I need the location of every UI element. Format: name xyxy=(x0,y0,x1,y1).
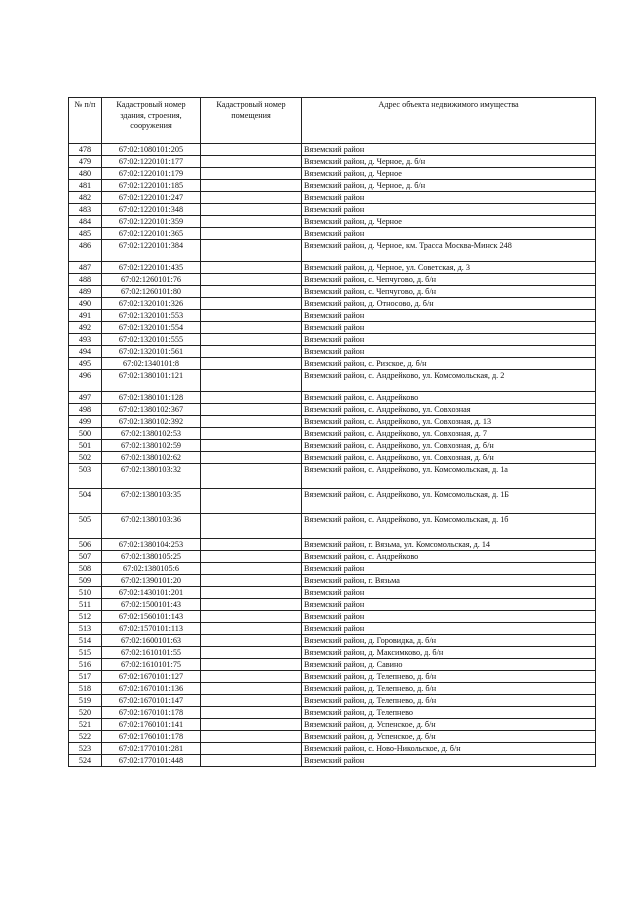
cadastral-building-number: 67:02:1500101:43 xyxy=(102,599,201,611)
row-number: 479 xyxy=(69,156,102,168)
header-address: Адрес объекта недвижимого имущества xyxy=(302,98,596,144)
cadastral-building-number: 67:02:1760101:178 xyxy=(102,731,201,743)
property-address: Вяземский район, д. Черное xyxy=(302,168,596,180)
cadastral-building-number: 67:02:1380103:35 xyxy=(102,489,201,514)
cadastral-room-number xyxy=(201,551,302,563)
property-address: Вяземский район, с. Ризское, д. б/н xyxy=(302,358,596,370)
property-address: Вяземский район, с. Андрейково, ул. Совхозная xyxy=(302,404,596,416)
row-number: 516 xyxy=(69,659,102,671)
cadastral-building-number: 67:02:1340101:8 xyxy=(102,358,201,370)
property-address: Вяземский район xyxy=(302,228,596,240)
cadastral-room-number xyxy=(201,671,302,683)
table-row xyxy=(69,489,596,514)
cadastral-room-number xyxy=(201,274,302,286)
cadastral-room-number xyxy=(201,719,302,731)
row-number: 524 xyxy=(69,755,102,767)
cadastral-room-number xyxy=(201,611,302,623)
table-row xyxy=(69,611,596,623)
cadastral-building-number: 67:02:1610101:55 xyxy=(102,647,201,659)
table-row xyxy=(69,262,596,274)
property-address: Вяземский район xyxy=(302,755,596,767)
cadastral-building-number: 67:02:1380103:32 xyxy=(102,464,201,489)
table-row xyxy=(69,168,596,180)
cadastral-building-number: 67:02:1770101:448 xyxy=(102,755,201,767)
cadastral-room-number xyxy=(201,216,302,228)
row-number: 504 xyxy=(69,489,102,514)
table-row xyxy=(69,180,596,192)
table-row xyxy=(69,743,596,755)
table-row xyxy=(69,310,596,322)
cadastral-building-number: 67:02:1320101:561 xyxy=(102,346,201,358)
cadastral-room-number xyxy=(201,240,302,262)
cadastral-room-number xyxy=(201,659,302,671)
table-row xyxy=(69,144,596,156)
table-row xyxy=(69,298,596,310)
cadastral-room-number xyxy=(201,587,302,599)
cadastral-room-number xyxy=(201,262,302,274)
row-number: 497 xyxy=(69,392,102,404)
cadastral-room-number xyxy=(201,683,302,695)
property-address: Вяземский район xyxy=(302,334,596,346)
row-number: 522 xyxy=(69,731,102,743)
cadastral-room-number xyxy=(201,599,302,611)
table-row xyxy=(69,623,596,635)
cadastral-room-number xyxy=(201,298,302,310)
row-number: 515 xyxy=(69,647,102,659)
property-address: Вяземский район, с. Андрейково, ул. Комсомольская, д. 2 xyxy=(302,370,596,392)
cadastral-building-number: 67:02:1220101:365 xyxy=(102,228,201,240)
table-header-row xyxy=(69,98,596,144)
row-number: 508 xyxy=(69,563,102,575)
cadastral-room-number xyxy=(201,228,302,240)
row-number: 494 xyxy=(69,346,102,358)
property-address: Вяземский район, с. Андрейково, ул. Совхозная, д. б/н xyxy=(302,440,596,452)
property-address: Вяземский район xyxy=(302,204,596,216)
row-number: 520 xyxy=(69,707,102,719)
property-address: Вяземский район, с. Андрейково xyxy=(302,392,596,404)
cadastral-room-number xyxy=(201,464,302,489)
cadastral-building-number: 67:02:1380102:59 xyxy=(102,440,201,452)
cadastral-building-number: 67:02:1670101:178 xyxy=(102,707,201,719)
row-number: 491 xyxy=(69,310,102,322)
cadastral-room-number xyxy=(201,322,302,334)
row-number: 519 xyxy=(69,695,102,707)
table-row xyxy=(69,346,596,358)
property-address: Вяземский район, д. Телепнево, д. б/н xyxy=(302,671,596,683)
property-address: Вяземский район, д. Черное, д. б/н xyxy=(302,180,596,192)
header-number: № п/п xyxy=(69,98,102,144)
cadastral-room-number xyxy=(201,180,302,192)
cadastral-building-number: 67:02:1220101:177 xyxy=(102,156,201,168)
property-address: Вяземский район, д. Телепнево xyxy=(302,707,596,719)
table-row xyxy=(69,428,596,440)
cadastral-building-number: 67:02:1430101:201 xyxy=(102,587,201,599)
row-number: 517 xyxy=(69,671,102,683)
row-number: 518 xyxy=(69,683,102,695)
property-address: Вяземский район, д. Черное xyxy=(302,216,596,228)
property-address: Вяземский район, с. Андрейково, ул. Совхозная, д. 13 xyxy=(302,416,596,428)
table-row xyxy=(69,216,596,228)
table-row xyxy=(69,440,596,452)
cadastral-building-number: 67:02:1320101:555 xyxy=(102,334,201,346)
property-address: Вяземский район, с. Андрейково, ул. Комсомольская, д. 1а xyxy=(302,464,596,489)
cadastral-building-number: 67:02:1260101:76 xyxy=(102,274,201,286)
table-body xyxy=(69,144,596,767)
row-number: 486 xyxy=(69,240,102,262)
row-number: 511 xyxy=(69,599,102,611)
row-number: 501 xyxy=(69,440,102,452)
cadastral-room-number xyxy=(201,168,302,180)
table-row xyxy=(69,731,596,743)
row-number: 482 xyxy=(69,192,102,204)
cadastral-room-number xyxy=(201,731,302,743)
table-row xyxy=(69,286,596,298)
property-address: Вяземский район, д. Относово, д. б/н xyxy=(302,298,596,310)
cadastral-building-number: 67:02:1260101:80 xyxy=(102,286,201,298)
property-address: Вяземский район xyxy=(302,346,596,358)
table-row xyxy=(69,587,596,599)
row-number: 483 xyxy=(69,204,102,216)
table-row xyxy=(69,539,596,551)
property-address: Вяземский район xyxy=(302,587,596,599)
property-address: Вяземский район, д. Черное, ул. Советская, д. 3 xyxy=(302,262,596,274)
cadastral-building-number: 67:02:1380102:367 xyxy=(102,404,201,416)
cadastral-building-number: 67:02:1320101:326 xyxy=(102,298,201,310)
table-row xyxy=(69,755,596,767)
cadastral-building-number: 67:02:1220101:359 xyxy=(102,216,201,228)
property-address: Вяземский район, г. Вязьма xyxy=(302,575,596,587)
cadastral-building-number: 67:02:1220101:348 xyxy=(102,204,201,216)
cadastral-room-number xyxy=(201,452,302,464)
row-number: 487 xyxy=(69,262,102,274)
row-number: 514 xyxy=(69,635,102,647)
property-address: Вяземский район, д. Черное, д. б/н xyxy=(302,156,596,168)
row-number: 490 xyxy=(69,298,102,310)
property-register-table xyxy=(68,97,596,767)
cadastral-room-number xyxy=(201,743,302,755)
row-number: 488 xyxy=(69,274,102,286)
cadastral-room-number xyxy=(201,286,302,298)
property-address: Вяземский район xyxy=(302,310,596,322)
row-number: 499 xyxy=(69,416,102,428)
table-row xyxy=(69,659,596,671)
row-number: 523 xyxy=(69,743,102,755)
cadastral-building-number: 67:02:1380105:6 xyxy=(102,563,201,575)
table-row xyxy=(69,156,596,168)
row-number: 493 xyxy=(69,334,102,346)
row-number: 500 xyxy=(69,428,102,440)
row-number: 512 xyxy=(69,611,102,623)
cadastral-building-number: 67:02:1570101:113 xyxy=(102,623,201,635)
cadastral-building-number: 67:02:1380105:25 xyxy=(102,551,201,563)
row-number: 509 xyxy=(69,575,102,587)
cadastral-building-number: 67:02:1220101:435 xyxy=(102,262,201,274)
property-address: Вяземский район, д. Телепнево, д. б/н xyxy=(302,683,596,695)
property-register-sheet xyxy=(68,97,596,767)
cadastral-room-number xyxy=(201,310,302,322)
row-number: 478 xyxy=(69,144,102,156)
cadastral-room-number xyxy=(201,440,302,452)
row-number: 485 xyxy=(69,228,102,240)
row-number: 480 xyxy=(69,168,102,180)
cadastral-building-number: 67:02:1670101:136 xyxy=(102,683,201,695)
table-row xyxy=(69,416,596,428)
property-address: Вяземский район xyxy=(302,599,596,611)
header-cadastral-building: Кадастровый номер здания, строения, сооружения xyxy=(102,98,201,144)
table-row xyxy=(69,370,596,392)
table-row xyxy=(69,563,596,575)
cadastral-room-number xyxy=(201,358,302,370)
row-number: 521 xyxy=(69,719,102,731)
property-address: Вяземский район, с. Андрейково, ул. Совхозная, д. б/н xyxy=(302,452,596,464)
property-address: Вяземский район, д. Савино xyxy=(302,659,596,671)
row-number: 506 xyxy=(69,539,102,551)
cadastral-room-number xyxy=(201,392,302,404)
row-number: 481 xyxy=(69,180,102,192)
row-number: 496 xyxy=(69,370,102,392)
cadastral-room-number xyxy=(201,192,302,204)
table-row xyxy=(69,575,596,587)
cadastral-building-number: 67:02:1380104:253 xyxy=(102,539,201,551)
cadastral-room-number xyxy=(201,489,302,514)
property-address: Вяземский район xyxy=(302,611,596,623)
table-row xyxy=(69,464,596,489)
row-number: 492 xyxy=(69,322,102,334)
table-row xyxy=(69,695,596,707)
row-number: 502 xyxy=(69,452,102,464)
cadastral-room-number xyxy=(201,575,302,587)
cadastral-building-number: 67:02:1390101:20 xyxy=(102,575,201,587)
cadastral-room-number xyxy=(201,695,302,707)
property-address: Вяземский район xyxy=(302,563,596,575)
table-row xyxy=(69,683,596,695)
row-number: 513 xyxy=(69,623,102,635)
cadastral-room-number xyxy=(201,623,302,635)
cadastral-building-number: 67:02:1760101:141 xyxy=(102,719,201,731)
cadastral-room-number xyxy=(201,514,302,539)
table-row xyxy=(69,719,596,731)
property-address: Вяземский район, д. Телепнево, д. б/н xyxy=(302,695,596,707)
cadastral-room-number xyxy=(201,563,302,575)
table-row xyxy=(69,452,596,464)
cadastral-room-number xyxy=(201,416,302,428)
row-number: 484 xyxy=(69,216,102,228)
property-address: Вяземский район xyxy=(302,192,596,204)
property-address: Вяземский район, д. Горовидка, д. б/н xyxy=(302,635,596,647)
table-row xyxy=(69,358,596,370)
cadastral-building-number: 67:02:1380101:128 xyxy=(102,392,201,404)
cadastral-building-number: 67:02:1380102:53 xyxy=(102,428,201,440)
cadastral-room-number xyxy=(201,156,302,168)
cadastral-building-number: 67:02:1220101:384 xyxy=(102,240,201,262)
row-number: 498 xyxy=(69,404,102,416)
cadastral-room-number xyxy=(201,539,302,551)
cadastral-building-number: 67:02:1320101:554 xyxy=(102,322,201,334)
cadastral-building-number: 67:02:1380103:36 xyxy=(102,514,201,539)
cadastral-building-number: 67:02:1220101:185 xyxy=(102,180,201,192)
table-row xyxy=(69,322,596,334)
cadastral-room-number xyxy=(201,334,302,346)
table-row xyxy=(69,707,596,719)
property-address: Вяземский район, д. Успенское, д. б/н xyxy=(302,731,596,743)
cadastral-room-number xyxy=(201,755,302,767)
row-number: 505 xyxy=(69,514,102,539)
table-row xyxy=(69,334,596,346)
cadastral-building-number: 67:02:1770101:281 xyxy=(102,743,201,755)
property-address: Вяземский район, с. Чепчугово, д. б/н xyxy=(302,286,596,298)
property-address: Вяземский район, д. Черное, км. Трасса Москва-Минск 248 xyxy=(302,240,596,262)
cadastral-building-number: 67:02:1220101:179 xyxy=(102,168,201,180)
cadastral-building-number: 67:02:1320101:553 xyxy=(102,310,201,322)
row-number: 489 xyxy=(69,286,102,298)
cadastral-room-number xyxy=(201,404,302,416)
table-row xyxy=(69,635,596,647)
property-address: Вяземский район, г. Вязьма, ул. Комсомольская, д. 14 xyxy=(302,539,596,551)
property-address: Вяземский район, д. Успенское, д. б/н xyxy=(302,719,596,731)
row-number: 507 xyxy=(69,551,102,563)
cadastral-building-number: 67:02:1560101:143 xyxy=(102,611,201,623)
property-address: Вяземский район, с. Андрейково, ул. Комсомольская, д. 1б xyxy=(302,514,596,539)
cadastral-room-number xyxy=(201,428,302,440)
cadastral-building-number: 67:02:1220101:247 xyxy=(102,192,201,204)
cadastral-room-number xyxy=(201,707,302,719)
table-row xyxy=(69,274,596,286)
cadastral-room-number xyxy=(201,370,302,392)
row-number: 510 xyxy=(69,587,102,599)
table-row xyxy=(69,204,596,216)
table-row xyxy=(69,392,596,404)
row-number: 495 xyxy=(69,358,102,370)
cadastral-building-number: 67:02:1380101:121 xyxy=(102,370,201,392)
cadastral-building-number: 67:02:1670101:127 xyxy=(102,671,201,683)
table-row xyxy=(69,647,596,659)
table-row xyxy=(69,240,596,262)
table-row xyxy=(69,551,596,563)
cadastral-building-number: 67:02:1610101:75 xyxy=(102,659,201,671)
table-row xyxy=(69,671,596,683)
property-address: Вяземский район xyxy=(302,144,596,156)
row-number: 503 xyxy=(69,464,102,489)
cadastral-room-number xyxy=(201,144,302,156)
cadastral-building-number: 67:02:1670101:147 xyxy=(102,695,201,707)
property-address: Вяземский район, с. Андрейково, ул. Комсомольская, д. 1Б xyxy=(302,489,596,514)
property-address: Вяземский район, д. Максимково, д. б/н xyxy=(302,647,596,659)
cadastral-room-number xyxy=(201,346,302,358)
property-address: Вяземский район, с. Чепчугово, д. б/н xyxy=(302,274,596,286)
table-row xyxy=(69,404,596,416)
cadastral-building-number: 67:02:1080101:205 xyxy=(102,144,201,156)
property-address: Вяземский район xyxy=(302,322,596,334)
property-address: Вяземский район xyxy=(302,623,596,635)
cadastral-building-number: 67:02:1380102:62 xyxy=(102,452,201,464)
table-row xyxy=(69,192,596,204)
cadastral-room-number xyxy=(201,635,302,647)
property-address: Вяземский район, с. Андрейково xyxy=(302,551,596,563)
table-row xyxy=(69,599,596,611)
cadastral-room-number xyxy=(201,647,302,659)
cadastral-room-number xyxy=(201,204,302,216)
property-address: Вяземский район, с. Ново-Никольское, д. б/н xyxy=(302,743,596,755)
table-row xyxy=(69,514,596,539)
property-address: Вяземский район, с. Андрейково, ул. Совхозная, д. 7 xyxy=(302,428,596,440)
cadastral-building-number: 67:02:1600101:63 xyxy=(102,635,201,647)
cadastral-building-number: 67:02:1380102:392 xyxy=(102,416,201,428)
table-row xyxy=(69,228,596,240)
header-cadastral-room: Кадастровый номер помещения xyxy=(201,98,302,144)
